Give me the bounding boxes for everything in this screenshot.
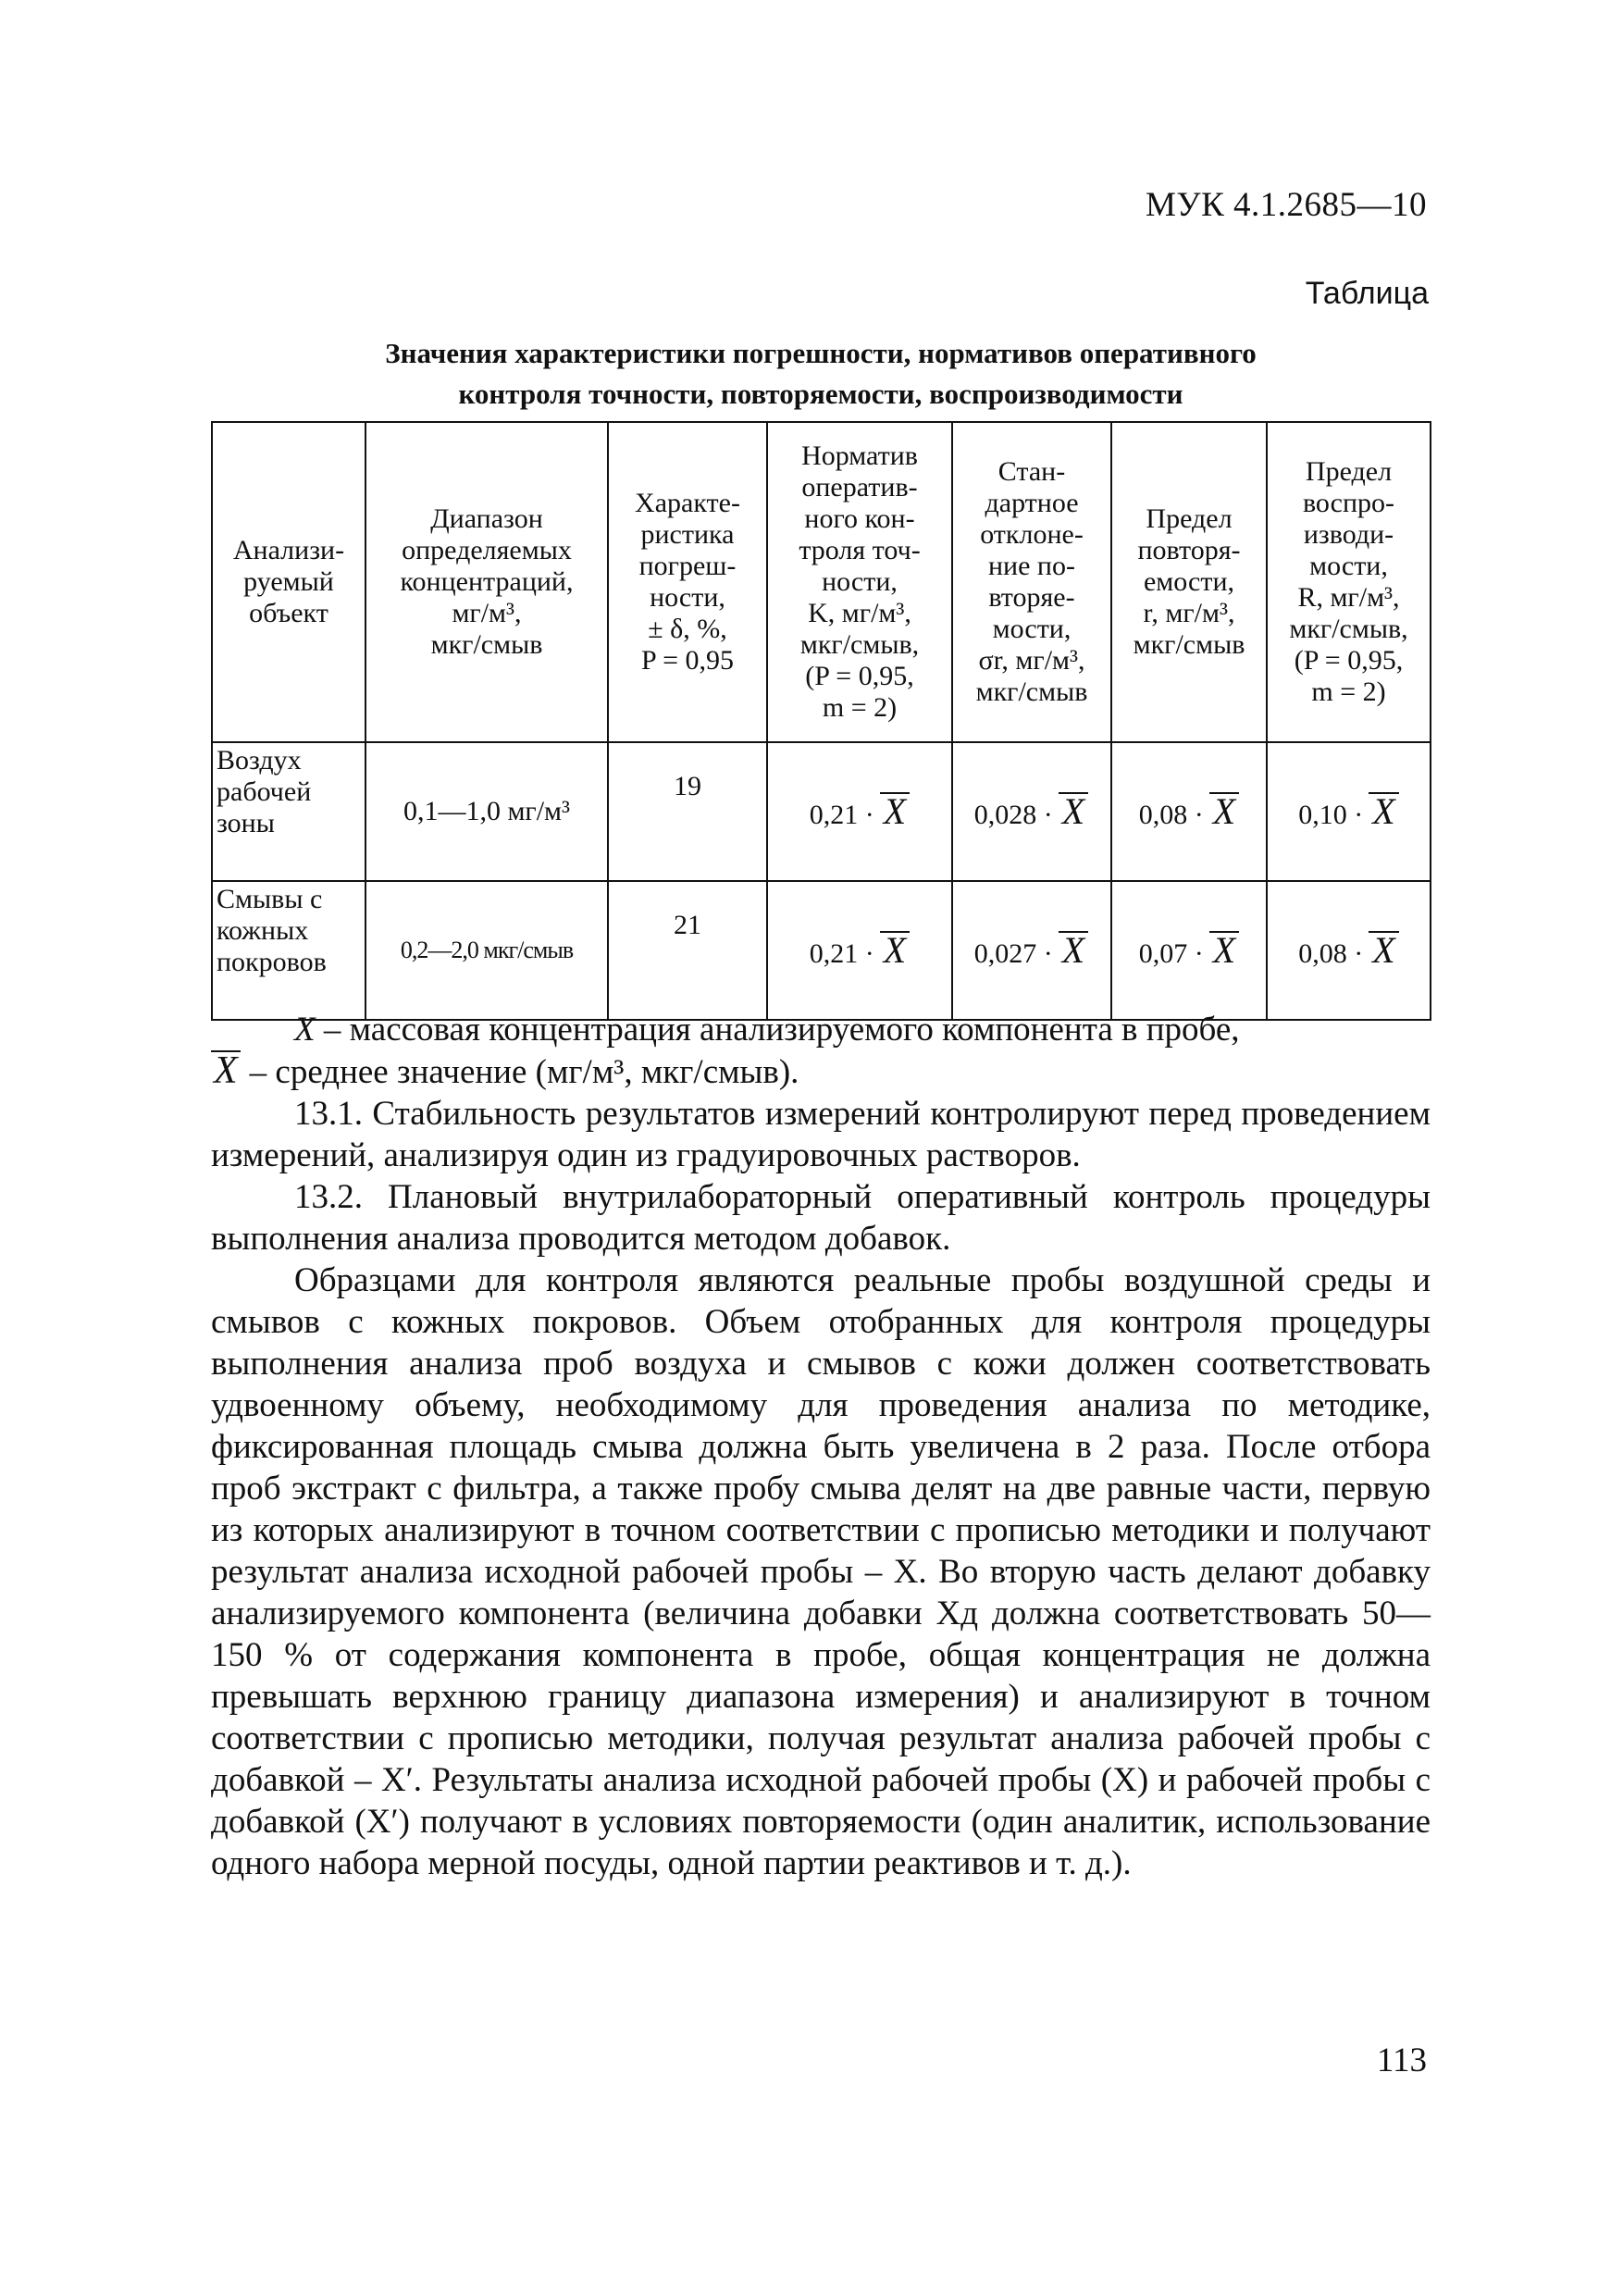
header-reproducibility-limit (1267, 422, 1431, 742)
xbar-symbol: X (880, 931, 910, 968)
cell-line: оператив- (801, 472, 918, 503)
legend-x: X – массовая концентрация анализируемого компонента в пробе, (294, 1011, 1240, 1049)
cell-line: погреш- (638, 551, 737, 581)
header-control-norm (767, 422, 952, 742)
table-row (212, 742, 1431, 881)
cell-line: Смывы с (217, 884, 323, 914)
paragraph-13-1: 13.1. Стабильность результатов измерений контролируют перед проведением измерений, анализируя один из градуировочных растворов. (211, 1095, 1431, 1174)
header-range (365, 422, 608, 742)
cell-line: мкг/смыв, (799, 629, 920, 660)
cell-line: Анализи- (232, 535, 345, 565)
xbar-symbol: X (1059, 792, 1088, 829)
cell-line: (P = 0,95, (1294, 645, 1404, 676)
cell-r: 0,08 · X (1111, 742, 1267, 881)
table-row (212, 881, 1431, 1020)
caption-line-2: контроля точности, повторяемости, воспроизводимости (458, 378, 1183, 410)
cell-line: K, мг/м³, (808, 598, 911, 628)
cell-line: Воздух (217, 745, 302, 776)
cell-line: P = 0,95 (641, 645, 734, 676)
table-label: Таблица (1305, 276, 1429, 311)
cell-line: рабочей (217, 776, 312, 807)
cell-line: зоны (217, 808, 275, 838)
cell-line: кожных (217, 915, 309, 946)
table-header-row (212, 422, 1431, 742)
paragraph-13-2: 13.2. Плановый внутрилабораторный оперативный контроль процедуры выполнения анализа проводится методом добавок. (211, 1178, 1431, 1258)
cell-line: m = 2) (1311, 676, 1386, 707)
cell-line: ности, (822, 566, 898, 597)
cell-range: 0,1—1,0 мг/м³ (365, 742, 608, 881)
cell-line: ного кон- (804, 503, 915, 534)
cell-line: мкг/смыв, (1289, 614, 1408, 644)
cell-line: ние по- (988, 551, 1075, 581)
header-std-deviation (952, 422, 1111, 742)
cell-line: определяемых (402, 535, 572, 565)
cell-line: R, мг/м³, (1297, 582, 1400, 613)
caption-line-1: Значения характеристики погрешности, нормативов оперативного (385, 337, 1257, 369)
body-text (211, 1009, 1431, 1884)
cell-line: дартное (985, 488, 1079, 518)
cell-R: 0,10 · X (1267, 742, 1431, 881)
cell-line: воспро- (1302, 488, 1395, 518)
xbar-symbol: X (1059, 931, 1088, 968)
cell-line: Диапазон (430, 503, 543, 534)
cell-line: изводи- (1303, 519, 1394, 550)
cell-sigma: 0,027 · X (952, 881, 1111, 1020)
cell-line: σr, мг/м³, (978, 645, 1085, 676)
cell-R: 0,08 · X (1267, 881, 1431, 1020)
cell-line: ности, (650, 582, 725, 613)
header-repeatability-limit (1111, 422, 1267, 742)
cell-line: емости, (1143, 566, 1235, 597)
cell-line: мости, (992, 614, 1072, 644)
document-code: МУК 4.1.2685—10 (1145, 186, 1427, 224)
table-caption (211, 333, 1431, 415)
cell-error: 21 (608, 881, 767, 1020)
xbar-symbol: X (1209, 931, 1239, 968)
cell-line: ристика (640, 519, 735, 550)
cell-line: Характе- (635, 488, 740, 518)
cell-line: Стан- (997, 456, 1066, 487)
page-number: 113 (1376, 2042, 1427, 2079)
cell-object (212, 881, 365, 1020)
xbar-symbol: X (1369, 792, 1398, 829)
cell-line: мкг/смыв (975, 676, 1088, 707)
cell-line: концентраций, (400, 566, 574, 597)
xbar-symbol: X (1209, 792, 1239, 829)
cell-line: отклоне- (980, 519, 1084, 550)
cell-line: покровов (217, 947, 327, 977)
cell-line: троля точ- (799, 535, 921, 565)
xbar-symbol: X (880, 792, 910, 829)
legend-xbar: X – среднее значение (мг/м³, мкг/смыв). (211, 1050, 1431, 1093)
cell-line: Предел (1305, 456, 1393, 487)
header-object (212, 422, 365, 742)
cell-sigma: 0,028 · X (952, 742, 1111, 881)
cell-line: Предел (1146, 503, 1233, 534)
cell-line: Норматив (801, 441, 918, 471)
cell-r: 0,07 · X (1111, 881, 1267, 1020)
cell-line: мкг/смыв (430, 629, 543, 660)
cell-line: мости, (1309, 551, 1388, 581)
cell-line: мкг/смыв (1133, 629, 1245, 660)
xbar-symbol: X (1369, 931, 1398, 968)
cell-k: 0,21 · X (767, 881, 952, 1020)
metrology-table (211, 421, 1431, 1021)
cell-line: ± δ, %, (648, 614, 727, 644)
cell-line: (P = 0,95, (805, 661, 914, 691)
cell-k: 0,21 · X (767, 742, 952, 881)
cell-line: m = 2) (822, 692, 898, 723)
cell-object (212, 742, 365, 881)
header-error (608, 422, 767, 742)
cell-line: руемый (243, 566, 334, 597)
paragraph-samples: Образцами для контроля являются реальные пробы воздушной среды и смывов с кожных покровов. Объем отобранных для контроля процедуры выполнения анализа проб воздуха и смывов с кожи должен соответствовать удвоенному объему, необходимому для проведения анализа по методике, фиксированная площадь смыва должна быть увеличена в 2 раза. После отбора проб экстракт с фильтра, а также пробу смыва делят на две равные части, первую из которых анализируют в точном соответствии с прописью методики и получают результат анализа исходной рабочей пробы – X. Во вторую часть делают добавку анализируемого компонента (величина добавки Xд должна соответствовать 50—150 % от содержания компонента в пробе, общая концентрация не должна превышать верхнюю границу диапазона измерения) и анализируют в точном соответствии с прописью методики, получая результат анализа рабочей пробы с добавкой – X′. Результаты анализа исходной рабочей пробы (X) и рабочей пробы с добавкой (X′) получают в условиях повторяемости (один аналитик, использование одного набора мерной посуды, одной партии реактивов и т. д.). (211, 1261, 1431, 1882)
cell-line: мг/м³, (452, 598, 522, 628)
cell-line: объект (249, 598, 328, 628)
cell-line: вторяе- (988, 582, 1075, 613)
cell-line: r, мг/м³, (1143, 598, 1235, 628)
cell-error: 19 (608, 742, 767, 881)
cell-range: 0,2—2,0 мкг/смыв (365, 881, 608, 1020)
cell-line: повторя- (1137, 535, 1241, 565)
